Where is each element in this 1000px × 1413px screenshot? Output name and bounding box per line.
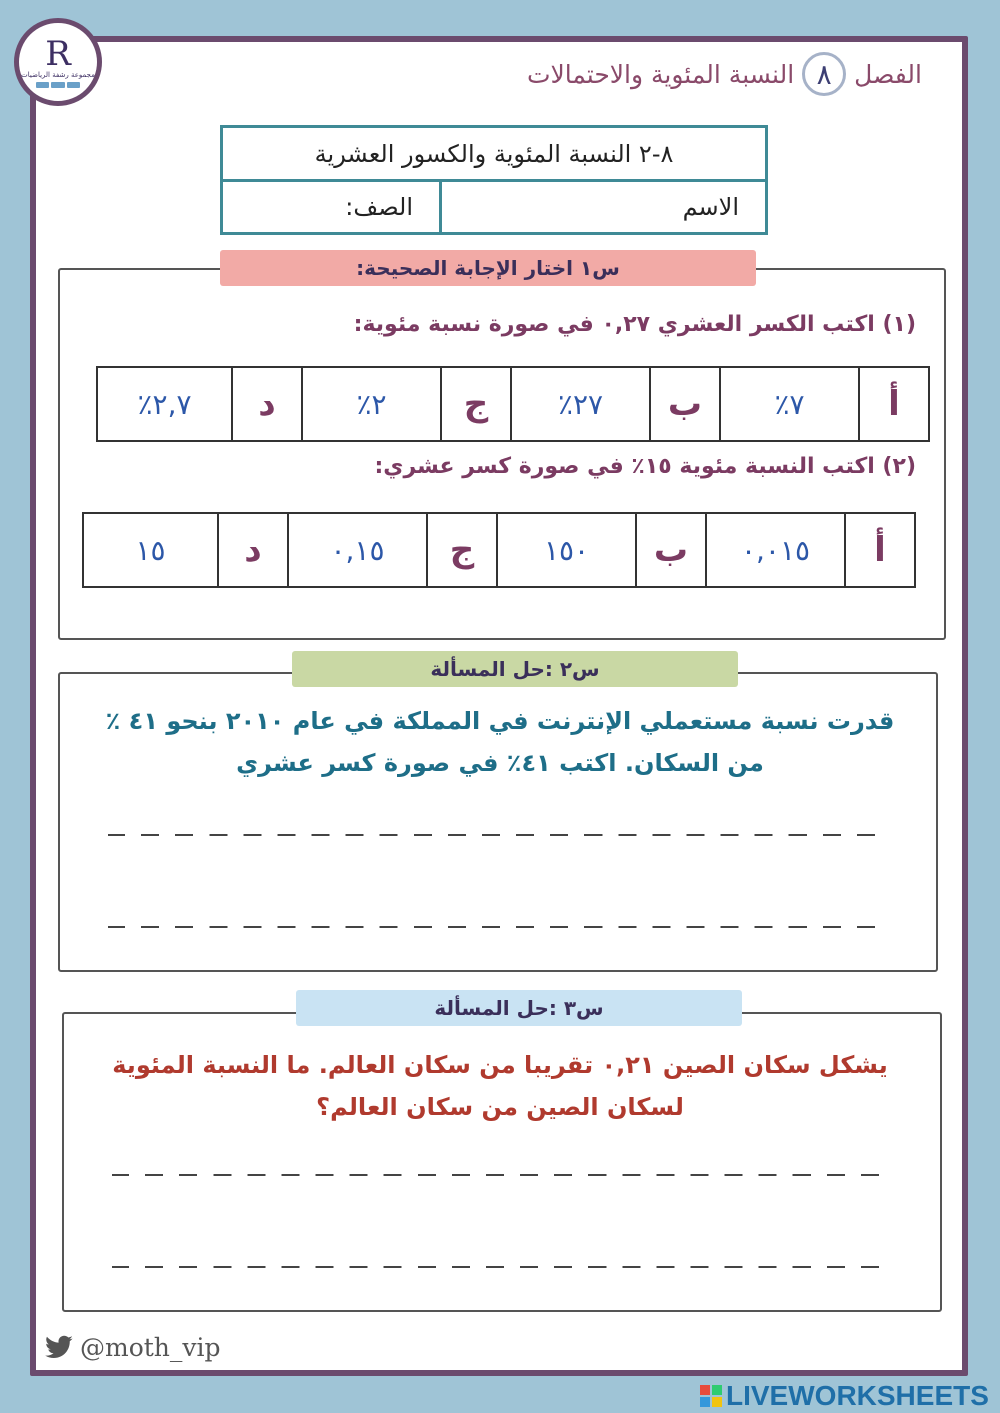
liveworksheets-brand[interactable] xyxy=(700,1380,989,1412)
choice-letter: ج xyxy=(426,514,496,586)
class-label: الصف: xyxy=(345,193,413,221)
choice-option[interactable]: ٠,٠١٥ xyxy=(705,514,844,586)
lesson-title: ٨-٢ النسبة المئوية والكسور العشرية xyxy=(223,128,765,182)
question-3-text xyxy=(90,1044,910,1128)
choice-letter: ج xyxy=(440,368,510,440)
question-2-text xyxy=(80,700,920,784)
logo xyxy=(14,18,102,106)
chapter-label: الفصل xyxy=(854,59,922,89)
name-label: الاسم xyxy=(682,193,739,221)
question-3-line-1: يشكل سكان الصين ٠,٢١ تقريبا من سكان العالم. ما النسبة المئوية xyxy=(112,1051,888,1079)
choice-option[interactable]: ١٥٠ xyxy=(496,514,635,586)
class-field[interactable] xyxy=(319,182,439,232)
student-info-row xyxy=(223,182,765,232)
choice-option[interactable]: ٠,١٥ xyxy=(287,514,426,586)
q1-item1-prompt: (١) اكتب الكسر العشري ٠,٢٧ في صورة نسبة مئوية: xyxy=(353,312,916,337)
footer-handle xyxy=(44,1333,221,1362)
liveworksheets-logo-icon xyxy=(700,1385,722,1407)
logo-letter: R xyxy=(45,33,71,74)
choice-option[interactable]: ٢٪ xyxy=(301,368,440,440)
q1-item1-choices xyxy=(96,366,930,442)
twitter-bird-icon xyxy=(44,1335,74,1361)
answer-line[interactable] xyxy=(112,1174,894,1176)
chapter-heading xyxy=(527,52,922,96)
chapter-number-badge: ٨ xyxy=(802,52,846,96)
choice-letter: د xyxy=(231,368,301,440)
choice-option[interactable]: ١٥ xyxy=(135,533,166,567)
logo-bar xyxy=(36,82,80,88)
logo-caption: مجموعة رشفة الرياضيات xyxy=(21,70,95,79)
answer-line[interactable] xyxy=(108,834,890,836)
choice-option[interactable]: ٧٪ xyxy=(719,368,858,440)
choice-option[interactable]: ٢٧٪ xyxy=(510,368,649,440)
brand-text: LIVEWORKSHEETS xyxy=(726,1380,989,1411)
choice-letter: ب xyxy=(635,514,705,586)
question-3-line-2: لسكان الصين من سكان العالم؟ xyxy=(316,1093,684,1121)
name-field[interactable] xyxy=(439,182,765,232)
chapter-title: النسبة المئوية والاحتمالات xyxy=(526,59,795,89)
question-2-line-1: قدرت نسبة مستعملي الإنترنت في المملكة في عام ٢٠١٠ بنحو ٤١ ٪ xyxy=(105,707,895,735)
choice-letter: أ xyxy=(844,514,914,586)
q1-item2-prompt: (٢) اكتب النسبة مئوية ١٥٪ في صورة كسر عشري: xyxy=(374,454,916,479)
choice-letter: ب xyxy=(649,368,719,440)
choice-option[interactable]: ٢,٧٪ xyxy=(137,387,192,421)
choice-letter: د xyxy=(217,514,287,586)
choice-letter: أ xyxy=(858,368,928,440)
q1-item2-choices xyxy=(82,512,916,588)
question-3-tag: س٣ :حل المسألة xyxy=(296,990,742,1026)
answer-line[interactable] xyxy=(112,1266,894,1268)
lesson-title-table xyxy=(220,125,768,235)
question-2-tag: س٢ :حل المسألة xyxy=(292,651,738,687)
question-1-tag: س١ اختار الإجابة الصحيحة: xyxy=(220,250,756,286)
answer-line[interactable] xyxy=(108,926,890,928)
twitter-handle: @moth_vip xyxy=(80,1333,221,1362)
question-2-line-2: من السكان. اكتب ٤١٪ في صورة كسر عشري xyxy=(236,749,764,777)
